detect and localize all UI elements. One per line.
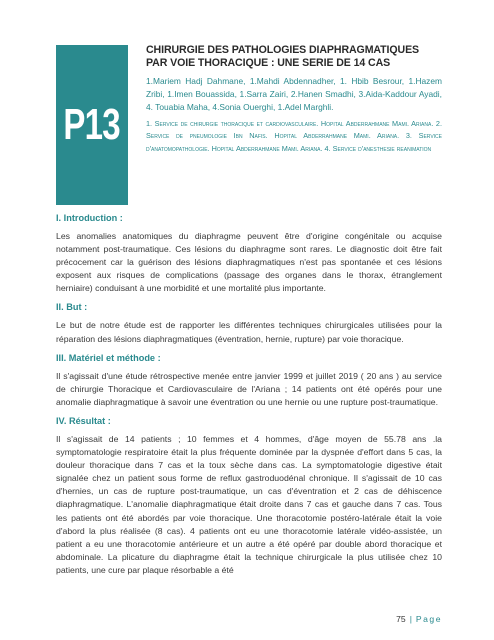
section-heading: I. Introduction : — [56, 213, 123, 223]
section-text: Il s'agissait d'une étude rétrospective menée entre janvier 1999 et juillet 2019 ( 20 ans ) au service de chirurgie Thoracique et Cardiovasculaire de l'Ariana ; 14 patients ont été opérés pour une anomalie diaphragmatique à savoir une éventration ou une hernie ou une rupture post-traumatique. — [56, 370, 442, 407]
affiliations: 1. Service de chirurgie thoracique et cardiovasculaire. Hopital Abderrahmane Mami. Ariana. 2. Service de pneumologie Ibn Nafis. Hopital Abderrahmane Mami. Ariana. 3. Service d'anatomopathologie. Hopital Abderrahmane Mami. Ariana. 4. Service d'anesthesie reanimation — [146, 118, 442, 153]
section-materiel-methode — [56, 352, 442, 409]
poster-code-badge — [56, 45, 128, 205]
section-heading: III. Matériel et méthode : — [56, 352, 161, 363]
article-title: CHIRURGIE DES PATHOLOGIES DIAPHRAGMATIQUES PAR VOIE THORACIQUE : UNE SERIE DE 14 CAS — [146, 44, 420, 69]
footer-separator: | — [409, 614, 412, 624]
poster-code: P13 — [63, 100, 121, 149]
page-number: 75 — [396, 614, 406, 624]
section-heading: IV. Résultat : — [56, 415, 111, 426]
section-heading: II. But : — [56, 302, 88, 313]
section-resultat — [56, 415, 442, 577]
section-introduction — [56, 212, 442, 295]
section-text: Le but de notre étude est de rapporter les différentes techniques chirurgicales utilisées pour la réparation des lésions diaphragmatiques (éventration, hernie, rupture) par voie thoracique. — [56, 320, 442, 344]
section-but — [56, 301, 442, 345]
article-body — [56, 212, 442, 583]
article-header — [146, 44, 442, 155]
section-text: Il s'agissait de 14 patients ; 10 femmes et 4 hommes, d'âge moyen de 55.78 ans .la symptomatologie respiratoire était la plus fréquente dominée par la dyspnée d'effort dans 5 cas, la douleur thoracique dans 7 cas et la toux sèche dans cas. La symptomatologie digestive était signalée chez un patient sous forme de reflux gastroduodénal chronique. Il s'agissait de 10 cas d'hernies, un cas de rupture post-traumatique, un cas d'éventration et 2 cas de déhiscence diaphragmatique. L'anomalie diaphragmatique était droite dans 7 cas et gauche dans 7 cas. Tous les patients ont été abordés par voie thoracique. Une thoracotomie postéro-latérale était la voie d'abord la plus réalisée (8 cas). 4 patients ont eu une thoracotomie latérale vidéo-assistée, un patient a eu une thoracotomie antérieure et un autre a été opéré par double abord thoracique et abdominale. La plicature du diaphragme était la technique chirurgicale la plus utilisée chez 10 patients, une cure par plaque résorbable a été — [56, 433, 442, 575]
page-footer — [396, 614, 442, 624]
page-label: Page — [415, 614, 442, 624]
author-list: 1.Mariem Hadj Dahmane, 1.Mahdi Abdennadher, 1. Hbib Besrour, 1.Hazem Zribi, 1.Imen Bouassida, 1.Sarra Zairi, 2.Hanen Smadhi, 3.Aida-Kaddour Ayadi, 4. Touabia Maha, 4.Sonia Ouerghi, 1.Adel Marghli. — [146, 76, 442, 113]
section-text: Les anomalies anatomiques du diaphragme peuvent être d'origine congénitale ou acquise notamment post-traumatique. Ces lésions du diaphragme sont rares. Le diagnostic doit être fait précocement car la guérison des lésions diaphragmatiques n'est pas spontanée et ces lésions exposent aux risques de complications (passage des organes dans le thorax, étranglement herniaire) conduisant à une morbidité et une mortalité plus importante. — [56, 231, 442, 294]
